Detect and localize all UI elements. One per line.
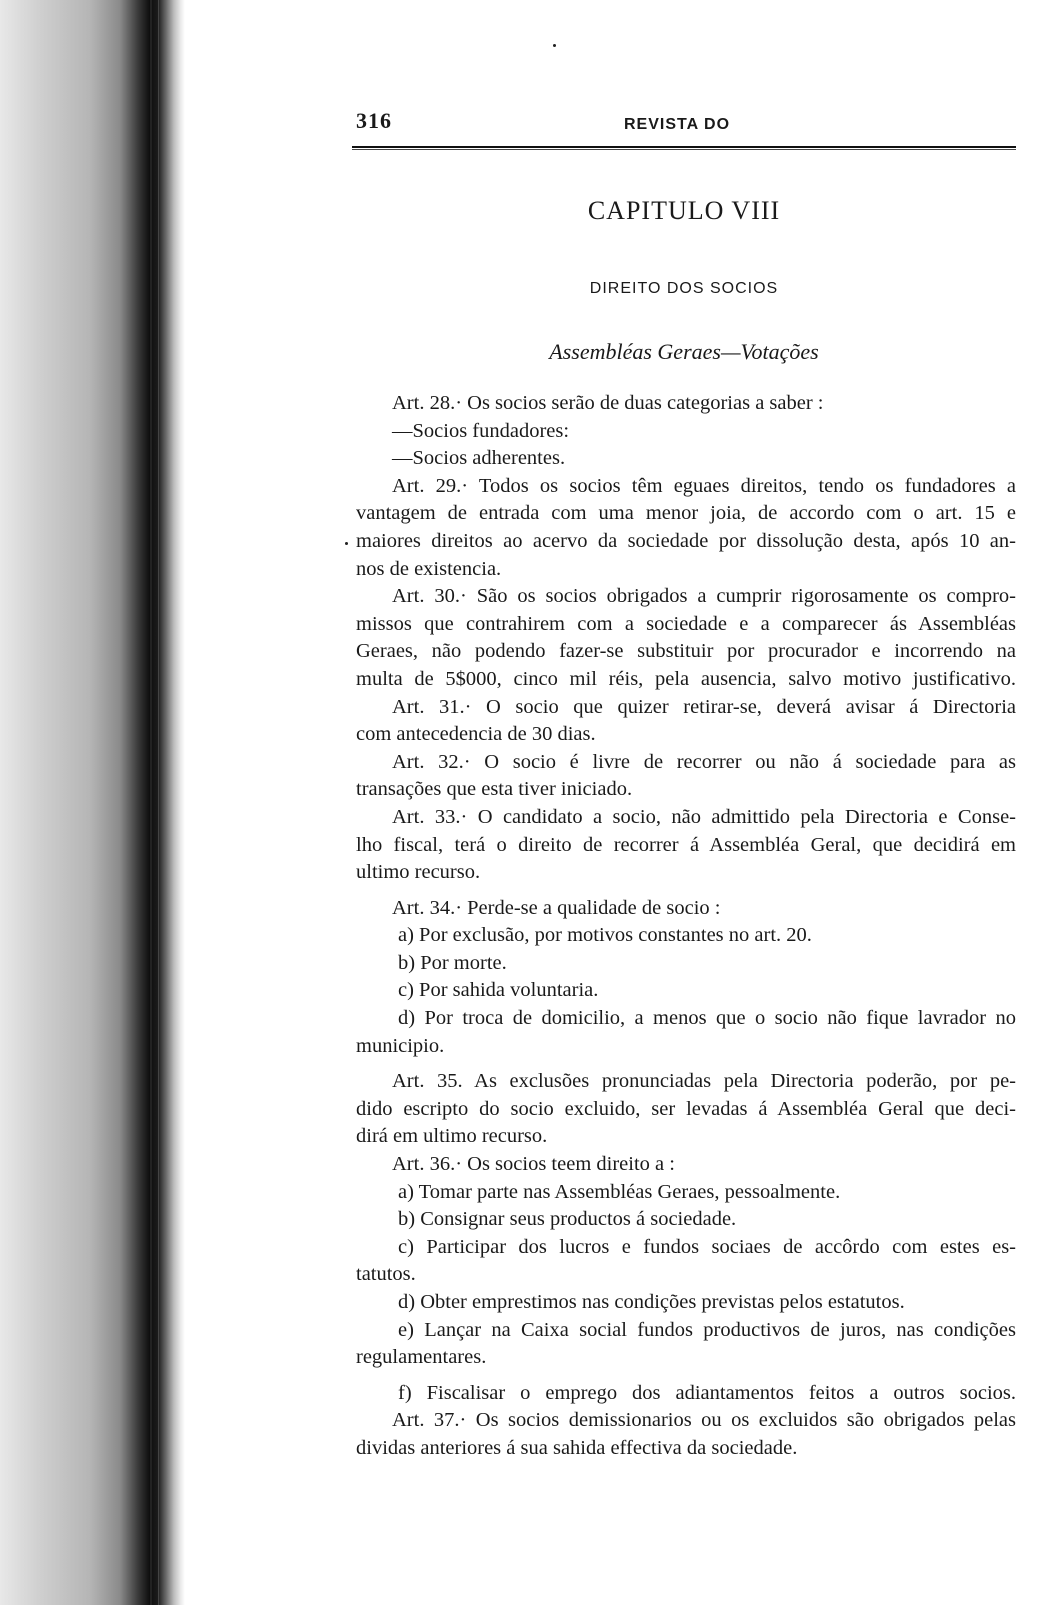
text-line: tatutos. (356, 1263, 416, 1286)
page-header (356, 108, 1016, 148)
text-line: f) Fiscalisar o emprego dos adiantamentos feitos a outros socios. (398, 1381, 1016, 1404)
paragraph-gap (356, 887, 1016, 895)
header-rule (352, 146, 1016, 150)
text-line: ultimo recurso. (356, 861, 481, 884)
scan-speck (345, 542, 348, 545)
text-line: Art. 31.· O socio que quizer retirar-se, deverá avisar á Directoria (392, 695, 1016, 718)
gutter-edge (158, 0, 159, 1605)
book-gutter (0, 0, 185, 1605)
text-line: dividas anteriores á sua sahida effectiva da sociedade. (356, 1436, 798, 1459)
running-head: REVISTA DO (624, 116, 731, 133)
body-text (356, 390, 1016, 1463)
text-line: e) Lançar na Caixa social fundos productivos de juros, nas condições (398, 1318, 1016, 1341)
text-line: a) Por exclusão, por motivos constantes no art. 20. (398, 924, 812, 947)
text-line: b) Consignar seus productos á sociedade. (398, 1208, 737, 1231)
text-line: c) Por sahida voluntaria. (398, 979, 599, 1002)
text-line: municipio. (356, 1034, 445, 1057)
gutter-edge (150, 0, 152, 1605)
text-line: transações que esta tiver iniciado. (356, 778, 633, 801)
text-line: Art. 29.· Todos os socios têm eguaes direitos, tendo os fundadores a (392, 474, 1016, 497)
text-line: missos que contrahirem com a sociedade e a comparecer ás Assembléas (356, 612, 1016, 635)
text-line: Art. 36.· Os socios teem direito a : (392, 1153, 675, 1176)
paragraph-gap (356, 1060, 1016, 1068)
text-line: regulamentares. (356, 1346, 487, 1369)
text-line: multa de 5$000, cinco mil réis, pela ausencia, salvo motivo justificativo. (356, 667, 1016, 690)
text-line: b) Por morte. (398, 951, 507, 974)
text-line: vantagem de entrada com uma menor joia, de accordo com o art. 15 e (356, 502, 1016, 525)
text-line: —Socios adherentes. (392, 447, 566, 470)
text-line: d) Por troca de domicilio, a menos que o socio não fique lavrador no (398, 1007, 1016, 1030)
text-line: —Socios fundadores: (392, 419, 570, 442)
text-line: Art. 35. As exclusões pronunciadas pela Directoria poderão, por pe- (392, 1070, 1016, 1093)
text-line: Art. 32.· O socio é livre de recorrer ou não á sociedade para as (392, 750, 1016, 773)
text-line: Art. 37.· Os socios demissionarios ou os excluidos são obrigados pelas (392, 1409, 1016, 1432)
text-line: d) Obter emprestimos nas condições previstas pelos estatutos. (398, 1291, 905, 1313)
text-line: Art. 34.· Perde-se a qualidade de socio : (392, 896, 721, 919)
text-line: a) Tomar parte nas Assembléas Geraes, pessoalmente. (398, 1180, 841, 1203)
chapter-title: CAPITULO VIII (587, 196, 781, 225)
text-line: lho fiscal, terá o direito de recorrer á Assembléa Geral, que decidirá em (356, 833, 1016, 856)
text-line: dido escripto do socio excluido, ser levadas á Assembléa Geral que deci- (356, 1097, 1016, 1120)
text-line: Art. 28.· Os socios serão de duas categorias a saber : (392, 392, 824, 414)
text-line: Art. 33.· O candidato a socio, não admittido pela Directoria e Conse- (392, 805, 1016, 828)
text-line: Geraes, não podendo fazer-se substituir por procurador e incorrendo na (356, 640, 1016, 663)
text-line: c) Participar dos lucros e fundos sociaes de accôrdo com estes es- (398, 1235, 1016, 1258)
paragraph-gap (356, 1372, 1016, 1380)
text-line: maiores direitos ao acervo da sociedade por dissolução desta, após 10 an- (356, 529, 1016, 552)
page-number: 316 (356, 108, 392, 133)
text-line: com antecedencia de 30 dias. (356, 723, 596, 746)
text-line: Art. 30.· São os socios obrigados a cumprir rigorosamente os compro- (392, 585, 1016, 608)
section-title: DIREITO DOS SOCIOS (589, 280, 779, 297)
text-line: nos de existencia. (356, 557, 502, 580)
scan-speck (553, 44, 556, 47)
subsection-title: Assembléas Geraes—Votações (549, 339, 819, 364)
text-line: dirá em ultimo recurso. (356, 1125, 548, 1148)
